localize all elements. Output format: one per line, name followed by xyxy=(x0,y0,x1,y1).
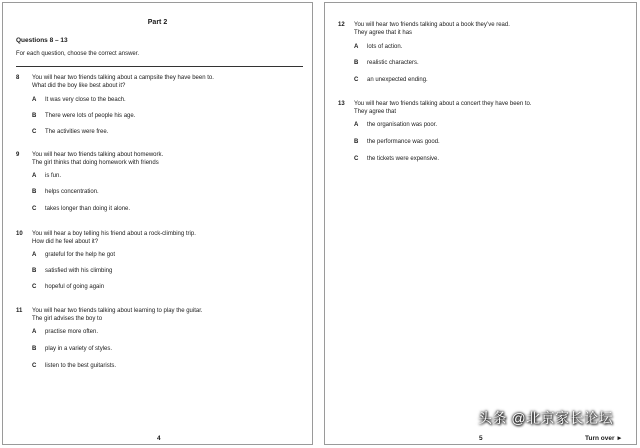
option-text: practise more often. xyxy=(45,329,99,335)
question-number: 11 xyxy=(16,308,23,314)
question-stem xyxy=(32,74,294,90)
question-number: 10 xyxy=(16,231,23,237)
option-b[interactable] xyxy=(354,59,614,67)
option-letter: A xyxy=(32,252,37,258)
option-text: takes longer than doing it alone. xyxy=(45,206,131,212)
stem-line-1: You will hear a boy telling his friend about a rock-climbing trip. xyxy=(32,231,196,237)
option-a[interactable] xyxy=(32,328,292,336)
option-c[interactable] xyxy=(32,362,292,370)
option-text: the tickets were expensive. xyxy=(367,156,440,162)
option-text: satisfied with his climbing xyxy=(45,268,113,274)
option-c[interactable] xyxy=(32,283,292,291)
question-stem xyxy=(354,21,616,37)
option-letter: B xyxy=(32,189,37,195)
option-c[interactable] xyxy=(354,155,614,163)
stem-line-2: The girl thinks that doing homework with friends xyxy=(32,160,159,166)
option-text: play in a variety of styles. xyxy=(45,346,113,352)
stem-line-1: You will hear two friends talking about a concert they have been to. xyxy=(354,101,532,107)
option-b[interactable] xyxy=(32,188,292,196)
stem-line-1: You will hear two friends talking about a campsite they have been to. xyxy=(32,75,214,81)
option-letter: B xyxy=(354,139,359,145)
option-a[interactable] xyxy=(32,96,292,104)
question-stem xyxy=(354,100,616,116)
option-letter: B xyxy=(32,113,37,119)
option-c[interactable] xyxy=(354,76,614,84)
option-letter: B xyxy=(32,268,37,274)
part-title: Part 2 xyxy=(147,19,168,26)
question-number: 12 xyxy=(338,22,345,28)
right-page xyxy=(324,2,637,445)
option-text: helps concentration. xyxy=(45,189,99,195)
option-letter: C xyxy=(32,284,37,290)
option-c[interactable] xyxy=(32,205,292,213)
page-number: 5 xyxy=(479,435,483,442)
option-letter: A xyxy=(354,44,359,50)
option-text: There were lots of people his age. xyxy=(45,113,136,119)
option-text: It was very close to the beach. xyxy=(45,97,126,103)
option-letter: B xyxy=(32,346,37,352)
question-stem xyxy=(32,151,294,167)
option-text: an unexpected ending. xyxy=(367,77,428,83)
option-text: listen to the best guitarists. xyxy=(45,363,117,369)
option-letter: A xyxy=(354,122,359,128)
option-text: the organisation was poor. xyxy=(367,122,438,128)
stem-line-2: What did the boy like best about it? xyxy=(32,83,126,89)
question-range-heading: Questions 8 – 13 xyxy=(16,37,68,44)
option-letter: B xyxy=(354,60,359,66)
option-a[interactable] xyxy=(32,172,292,180)
option-letter: A xyxy=(32,97,37,103)
stem-line-1: You will hear two friends talking about learning to play the guitar. xyxy=(32,308,203,314)
option-text: hopeful of going again xyxy=(45,284,105,290)
option-text: The activities were free. xyxy=(45,129,109,135)
divider-rule xyxy=(16,66,303,67)
page-number: 4 xyxy=(157,435,161,442)
question-stem xyxy=(32,230,294,246)
option-a[interactable] xyxy=(354,43,614,51)
option-letter: C xyxy=(32,206,37,212)
stem-line-2: They agree that it has xyxy=(354,30,413,36)
stem-line-2: How did he feel about it? xyxy=(32,239,99,245)
option-b[interactable] xyxy=(32,267,292,275)
left-page xyxy=(2,2,313,445)
stem-line-1: You will hear two friends talking about homework. xyxy=(32,152,164,158)
option-a[interactable] xyxy=(354,121,614,129)
stem-line-2: They agree that xyxy=(354,109,397,115)
option-letter: C xyxy=(354,77,359,83)
instructions: For each question, choose the correct answer. xyxy=(16,51,140,57)
option-b[interactable] xyxy=(354,138,614,146)
option-c[interactable] xyxy=(32,128,292,136)
option-text: the performance was good. xyxy=(367,139,440,145)
option-text: is fun. xyxy=(45,173,62,179)
option-letter: A xyxy=(32,173,37,179)
turn-over-label: Turn over ► xyxy=(585,435,623,442)
question-stem xyxy=(32,307,294,323)
option-letter: C xyxy=(32,363,37,369)
watermark: 头条 @北京家长论坛 xyxy=(478,410,614,426)
option-letter: A xyxy=(32,329,37,335)
option-a[interactable] xyxy=(32,251,292,259)
option-text: lots of action. xyxy=(367,44,403,50)
option-text: grateful for the help he got xyxy=(45,252,116,258)
option-text: realistic characters. xyxy=(367,60,419,66)
option-b[interactable] xyxy=(32,345,292,353)
question-number: 9 xyxy=(16,152,20,158)
option-letter: C xyxy=(354,156,359,162)
stem-line-1: You will hear two friends talking about a book they’ve read. xyxy=(354,22,510,28)
question-number: 8 xyxy=(16,75,20,81)
option-letter: C xyxy=(32,129,37,135)
question-number: 13 xyxy=(338,101,345,107)
option-b[interactable] xyxy=(32,112,292,120)
stem-line-2: The girl advises the boy to xyxy=(32,316,103,322)
